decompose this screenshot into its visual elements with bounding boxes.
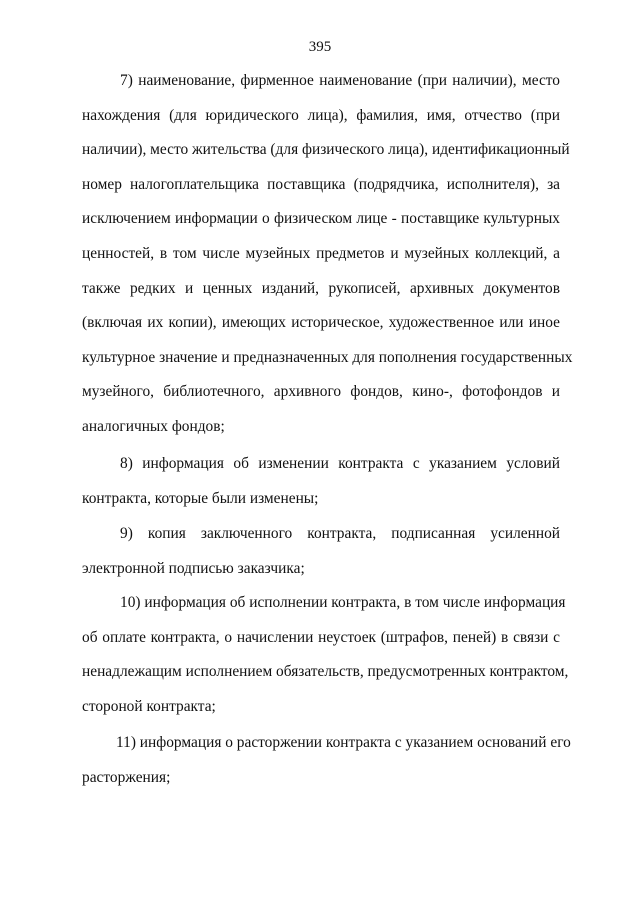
text-line: ценностей, в том числе музейных предметов и музейных коллекций, а <box>82 244 560 262</box>
text-line: музейного, библиотечного, архивного фондов, кино-, фотофондов и <box>82 383 560 401</box>
paragraph-9 <box>82 517 560 586</box>
text-line: культурное значение и предназначенных для пополнения государственных <box>82 348 573 366</box>
text-line: 8) информация об изменении контракта с указанием условий <box>120 455 560 472</box>
paragraph-8 <box>82 447 560 516</box>
text-line: ненадлежащим исполнением обязательств, предусмотренных контрактом, <box>82 663 569 681</box>
text-line: (включая их копии), имеющих историческое, художественное или иное <box>82 314 560 332</box>
text-line: об оплате контракта, о начислении неустоек (штрафов, пеней) в связи с <box>82 628 560 646</box>
text-line: исключением информации о физическом лице - поставщике культурных <box>82 210 560 228</box>
text-line: также редких и ценных изданий, рукописей, архивных документов <box>82 279 560 297</box>
text-line: 7) наименование, фирменное наименование (при наличии), место <box>120 72 560 89</box>
paragraph-10 <box>82 586 569 724</box>
paragraph-11 <box>82 726 571 795</box>
text-line: нахождения (для юридического лица), фамилия, имя, отчество (при <box>82 106 560 124</box>
text-line: контракта, которые были изменены; <box>82 489 319 507</box>
text-line: стороной контракта; <box>82 697 216 715</box>
text-line: 10) информация об исполнении контракта, в том числе информация <box>120 594 566 611</box>
text-line: 9) копия заключенного контракта, подписанная усиленной <box>120 525 560 542</box>
text-line: расторжения; <box>82 768 171 786</box>
paragraph-7 <box>82 64 573 445</box>
text-line: номер налогоплательщика поставщика (подрядчика, исполнителя), за <box>82 175 560 193</box>
text-line: аналогичных фондов; <box>82 417 225 435</box>
text-line: наличии), место жительства (для физического лица), идентификационный <box>82 141 570 159</box>
page-number: 395 <box>308 39 332 55</box>
text-line: 11) информация о расторжении контракта с указанием оснований его <box>116 734 571 751</box>
text-line: электронной подписью заказчика; <box>82 559 305 577</box>
